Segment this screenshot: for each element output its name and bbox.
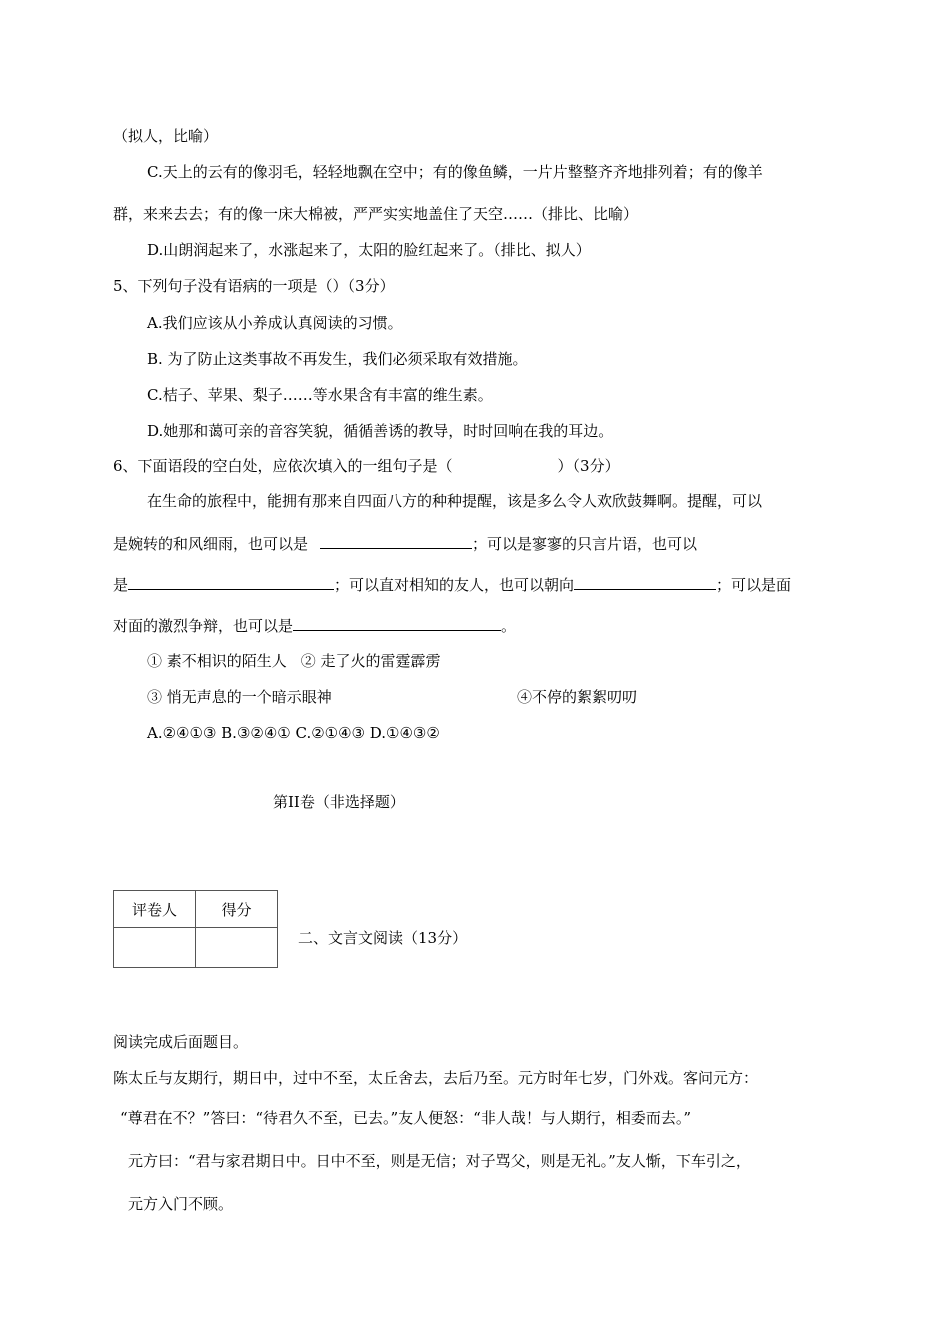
q6-fill-blank-3 <box>574 575 716 590</box>
part2-title: 第II卷（非选择题） <box>273 793 405 811</box>
q4-option-c-line1: C.天上的云有的像羽毛，轻轻地飘在空中；有的像鱼鳞，一片片整整齐齐地排列着；有的像羊 <box>147 163 763 181</box>
q6-paragraph-line3 <box>113 575 791 595</box>
q5-option-c: C.桔子、苹果、梨子……等水果含有丰富的维生素。 <box>147 386 493 404</box>
grader-cell <box>114 928 196 968</box>
reading-text-line4: 元方入门不顾。 <box>128 1195 234 1213</box>
q6-item-3: ③ 悄无声息的一个暗示眼神 <box>147 688 332 706</box>
q5-stem: 5、下列句子没有语病的一项是（）（3分） <box>113 277 395 295</box>
q6-stem-start: 6、下面语段的空白处，应依次填入的一组句子是（ <box>113 457 453 475</box>
q5-option-b: B. 为了防止这类事故不再发生，我们必须采取有效措施。 <box>147 350 528 368</box>
q6-answer-choices: A.②④①③ B.③②④① C.②①④③ D.①④③② <box>147 724 440 742</box>
q6-stem-end: ）（3分） <box>557 457 620 475</box>
q6-p3-text-a: 是 <box>113 576 129 594</box>
q5-option-a: A.我们应该从小养成认真阅读的习惯。 <box>147 314 403 332</box>
q6-fill-blank-2 <box>128 575 334 590</box>
q6-paragraph-line2 <box>113 534 697 554</box>
q6-item-2: ② 走了火的雷霆霹雳 <box>300 652 441 670</box>
q6-p4-text-b: 。 <box>501 617 517 635</box>
q6-stem <box>113 456 620 476</box>
score-table <box>113 890 278 968</box>
q6-p2-text-a: 是婉转的和风细雨，也可以是 <box>113 535 309 553</box>
q4-option-d: D.山朗润起来了，水涨起来了，太阳的脸红起来了。（排比、拟人） <box>147 241 591 259</box>
q6-fill-blank-4 <box>293 616 501 631</box>
reading-text-line1: 陈太丘与友期行，期日中，过中不至，太丘舍去，去后乃至。元方时年七岁，门外戏。客问元方： <box>113 1069 759 1087</box>
q6-paragraph-line4 <box>113 616 516 636</box>
q6-fill-blank-1 <box>320 534 472 549</box>
section-title: 二、文言文阅读（13分） <box>298 929 468 947</box>
q6-item-1: ① 素不相识的陌生人 <box>147 652 287 670</box>
q6-p2-text-b: ；可以是寥寥的只言片语，也可以 <box>472 535 698 553</box>
score-header: 得分 <box>196 891 278 928</box>
q6-p3-text-b: ；可以直对相知的友人，也可以朝向 <box>334 576 575 594</box>
reading-text-line3: 元方曰：“君与家君期日中。日中不至，则是无信；对子骂父，则是无礼。”友人惭，下车引之， <box>128 1152 751 1170</box>
score-cell <box>196 928 278 968</box>
reading-intro: 阅读完成后面题目。 <box>113 1033 249 1051</box>
q6-p4-text-a: 对面的激烈争辩，也可以是 <box>113 617 294 635</box>
q6-items-row1 <box>147 651 441 671</box>
q5-option-d: D.她那和蔼可亲的音容笑貌，循循善诱的教导，时时回响在我的耳边。 <box>147 422 614 440</box>
q4-option-c-line2: 群，来来去去；有的像一床大棉被，严严实实地盖住了天空……（排比、比喻） <box>113 205 639 223</box>
q4-tail: （拟人，比喻） <box>113 127 219 145</box>
reading-text-line2: “尊君在不？”答曰：“待君久不至，已去。”友人便怒：“非人哉！与人期行，相委而去。” <box>120 1109 692 1127</box>
q6-item-4: ④不停的絮絮叨叨 <box>517 688 638 706</box>
q6-paragraph-line1: 在生命的旅程中，能拥有那来自四面八方的种种提醒，该是多么令人欢欣鼓舞啊。提醒，可以 <box>147 492 763 510</box>
q6-p3-text-c: ；可以是面 <box>716 576 792 594</box>
grader-header: 评卷人 <box>114 891 196 928</box>
